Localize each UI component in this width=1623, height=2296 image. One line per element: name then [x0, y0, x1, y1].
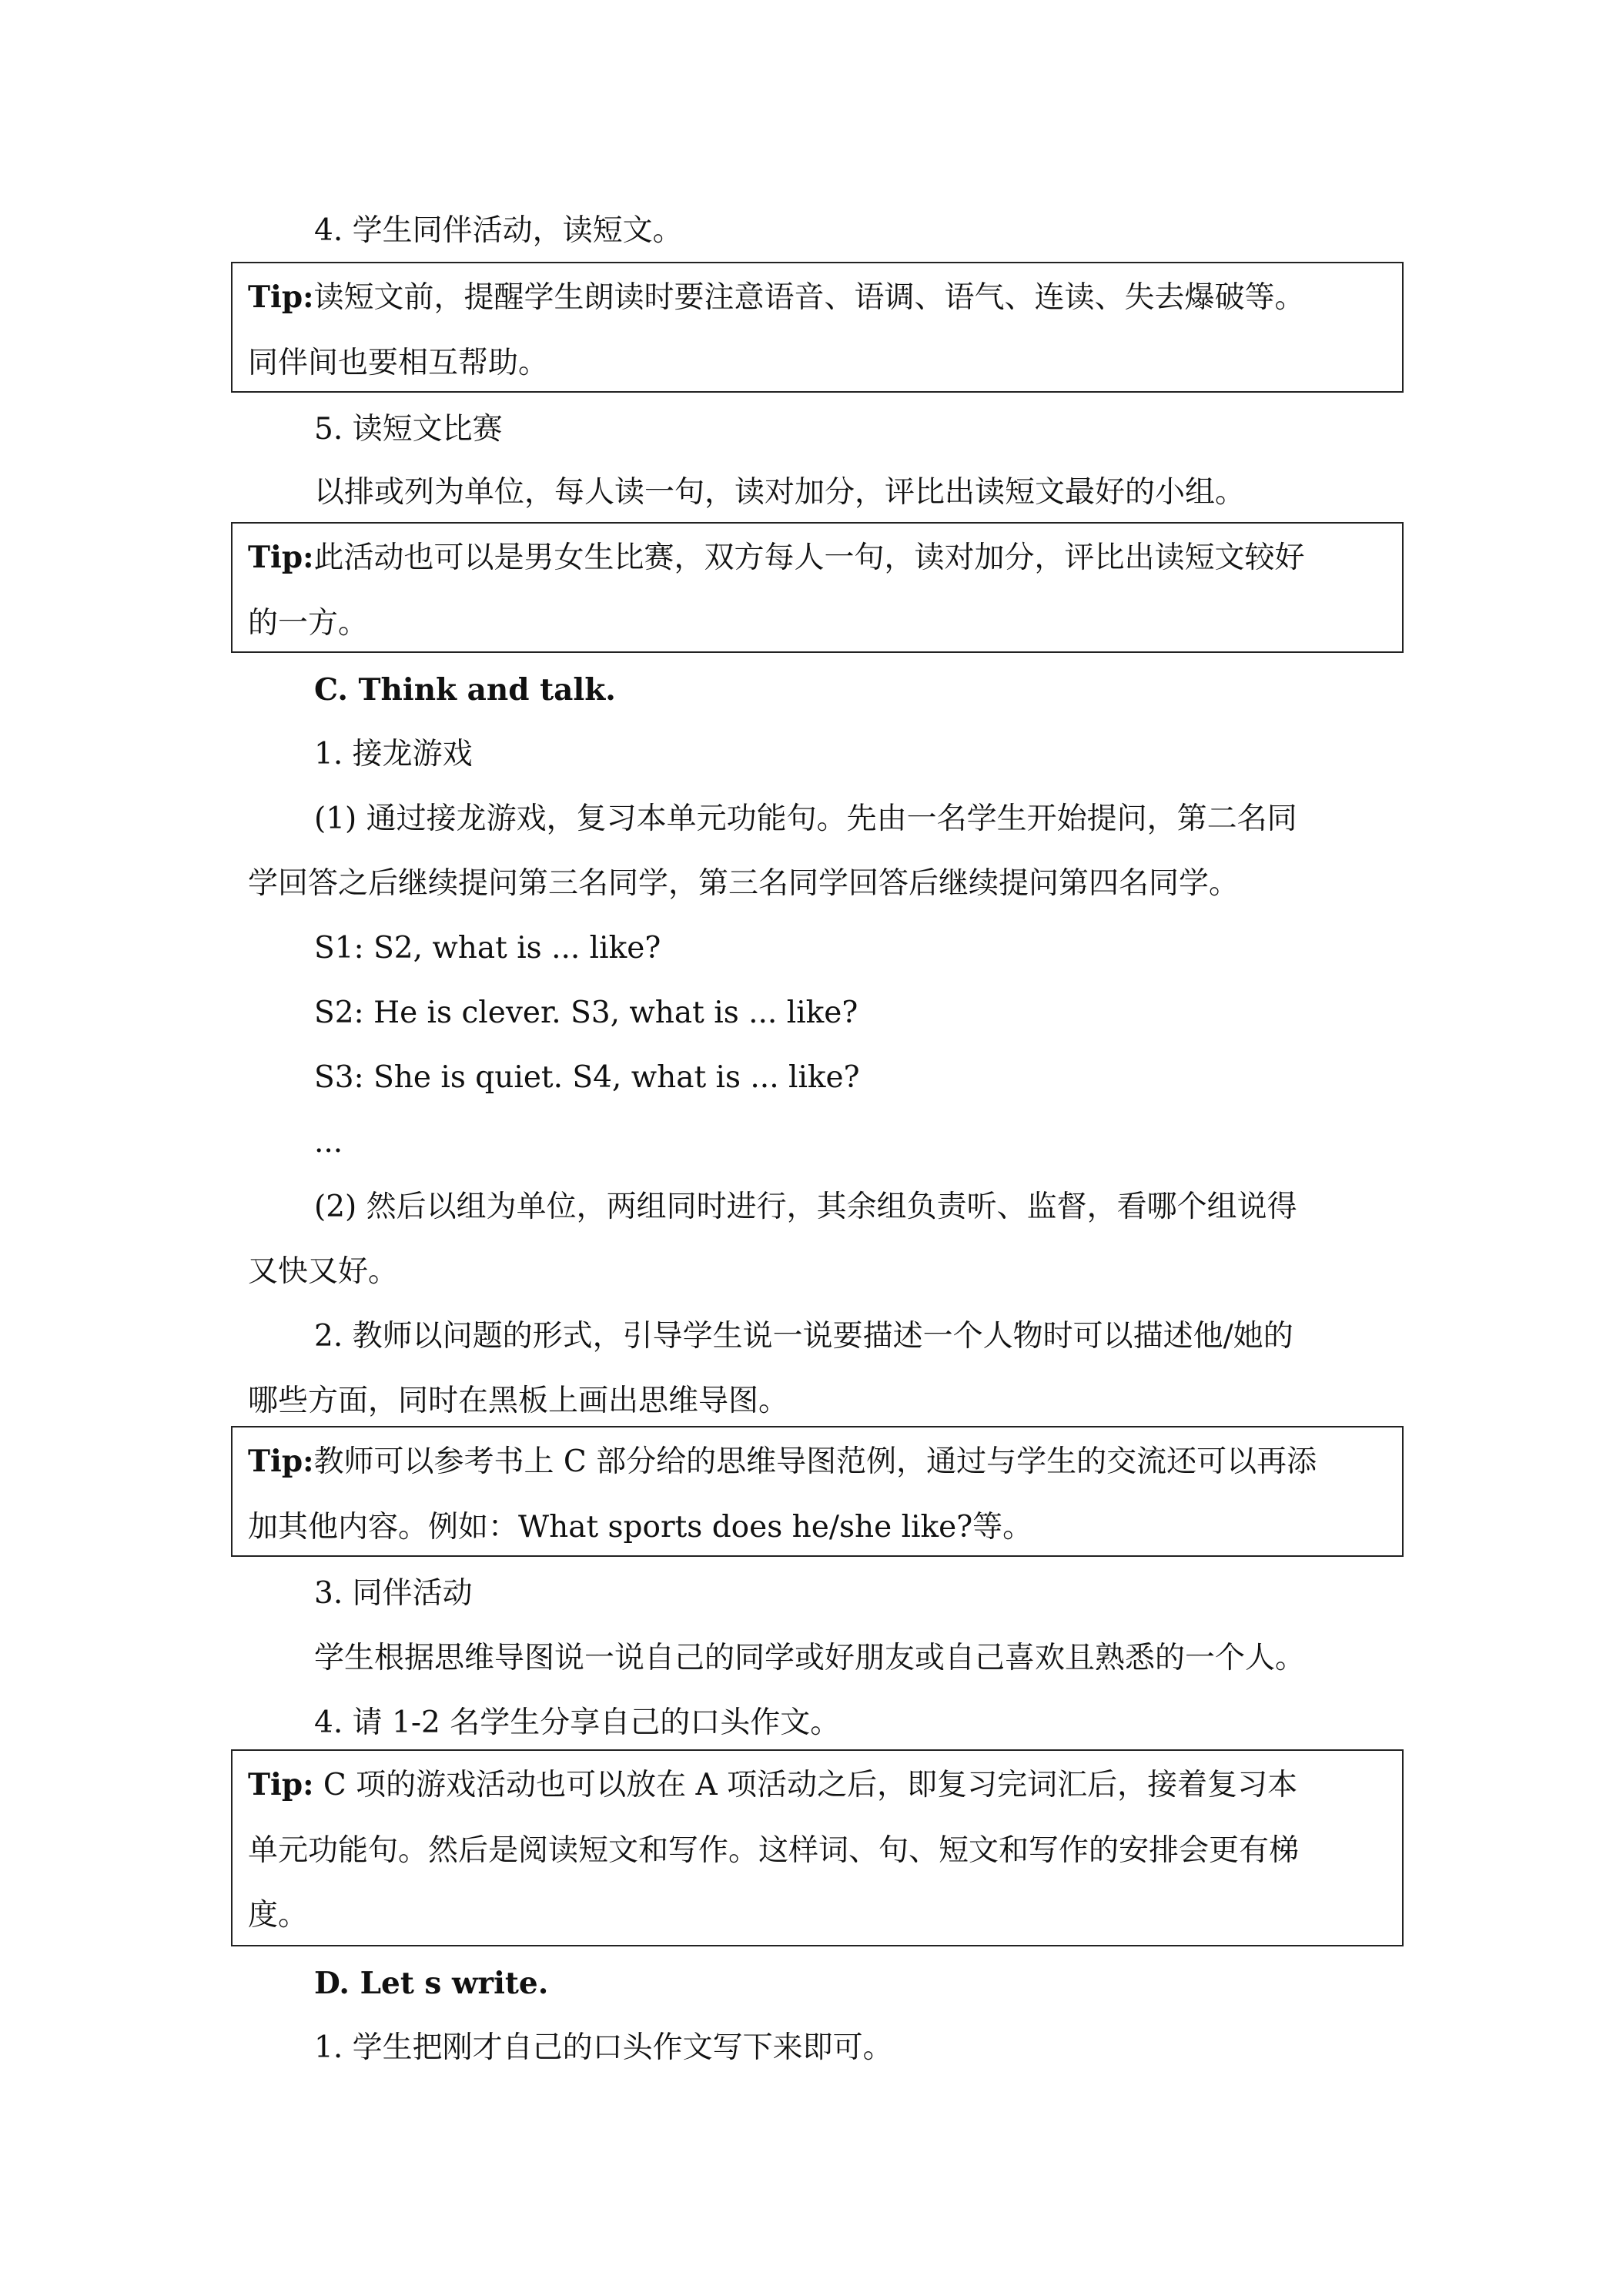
dialogue-line: S2: He is clever. S3, what is ... like?	[314, 996, 858, 1030]
tip-label: Tip:	[248, 1767, 314, 1802]
tip-text: 教师可以参考书上 C 部分给的思维导图范例，通过与学生的交流还可以再添	[313, 1444, 1317, 1479]
tip-text: 此活动也可以是男女生比赛，双方每人一句，读对加分，评比出读短文较好	[313, 541, 1305, 575]
paragraph-mind-map-cont: 哪些方面，同时在黑板上画出思维导图。	[248, 1384, 789, 1418]
tip-text: C 项的游戏活动也可以放在 A 项活动之后，即复习完词汇后，接着复习本	[313, 1768, 1298, 1802]
paragraph-chain-game: 1. 接龙游戏	[314, 737, 473, 771]
tip-text: 单元功能句。然后是阅读短文和写作。这样词、句、短文和写作的安排会更有梯	[248, 1833, 1300, 1868]
section-c-heading: C. Think and talk.	[314, 672, 616, 708]
paragraph-mind-map: 2. 教师以问题的形式，引导学生说一说要描述一个人物时可以描述他/她的	[314, 1319, 1293, 1354]
paragraph-pair-activity: 3. 同伴活动	[314, 1576, 473, 1611]
tip-text: 度。	[248, 1898, 309, 1933]
dialogue-line: S1: S2, what is ... like?	[314, 931, 661, 966]
tip-text: 同伴间也要相互帮助。	[248, 346, 549, 380]
tip-box-3	[231, 1426, 1404, 1557]
tip-box-4	[231, 1749, 1404, 1946]
tip-text: 读短文前，提醒学生朗读时要注意语音、语调、语气、连读、失去爆破等。	[313, 280, 1305, 315]
tip-box-1	[231, 262, 1404, 393]
paragraph-write-down: 1. 学生把刚才自己的口头作文写下来即可。	[314, 2030, 893, 2065]
paragraph-reading-contest: 5. 读短文比赛	[314, 412, 503, 447]
paragraph-group-game: (2) 然后以组为单位，两组同时进行，其余组负责听、监督，看哪个组说得	[314, 1190, 1297, 1224]
tip-line	[248, 277, 1390, 318]
paragraph-contest-desc: 以排或列为单位，每人读一句，读对加分，评比出读短文最好的小组。	[314, 475, 1246, 510]
section-d-heading: D. Let s write.	[314, 1966, 549, 2001]
paragraph-read-in-pairs: 4. 学生同伴活动，读短文。	[314, 213, 683, 248]
dialogue-ellipsis: ...	[314, 1125, 343, 1160]
tip-line	[248, 537, 1390, 578]
tip-text: 的一方。	[248, 606, 369, 641]
tip-box-2	[231, 522, 1404, 653]
tip-label: Tip:	[248, 279, 314, 315]
paragraph-share-composition: 4. 请 1-2 名学生分享自己的口头作文。	[314, 1705, 841, 1740]
tip-line	[248, 1765, 1390, 1806]
tip-label: Tip:	[248, 540, 314, 575]
paragraph-chain-desc: (1) 通过接龙游戏，复习本单元功能句。先由一名学生开始提问，第二名同	[314, 802, 1297, 836]
paragraph-group-game-cont: 又快又好。	[248, 1254, 399, 1289]
paragraph-chain-desc-cont: 学回答之后继续提问第三名同学，第三名同学回答后继续提问第四名同学。	[248, 866, 1240, 901]
tip-label: Tip:	[248, 1444, 314, 1479]
tip-text: 加其他内容。例如：What sports does he/she like?等。	[248, 1510, 1033, 1545]
tip-line	[248, 1441, 1390, 1482]
dialogue-line: S3: She is quiet. S4, what is ... like?	[314, 1060, 860, 1095]
paragraph-pair-activity-desc: 学生根据思维导图说一说自己的同学或好朋友或自己喜欢且熟悉的一个人。	[314, 1641, 1306, 1675]
